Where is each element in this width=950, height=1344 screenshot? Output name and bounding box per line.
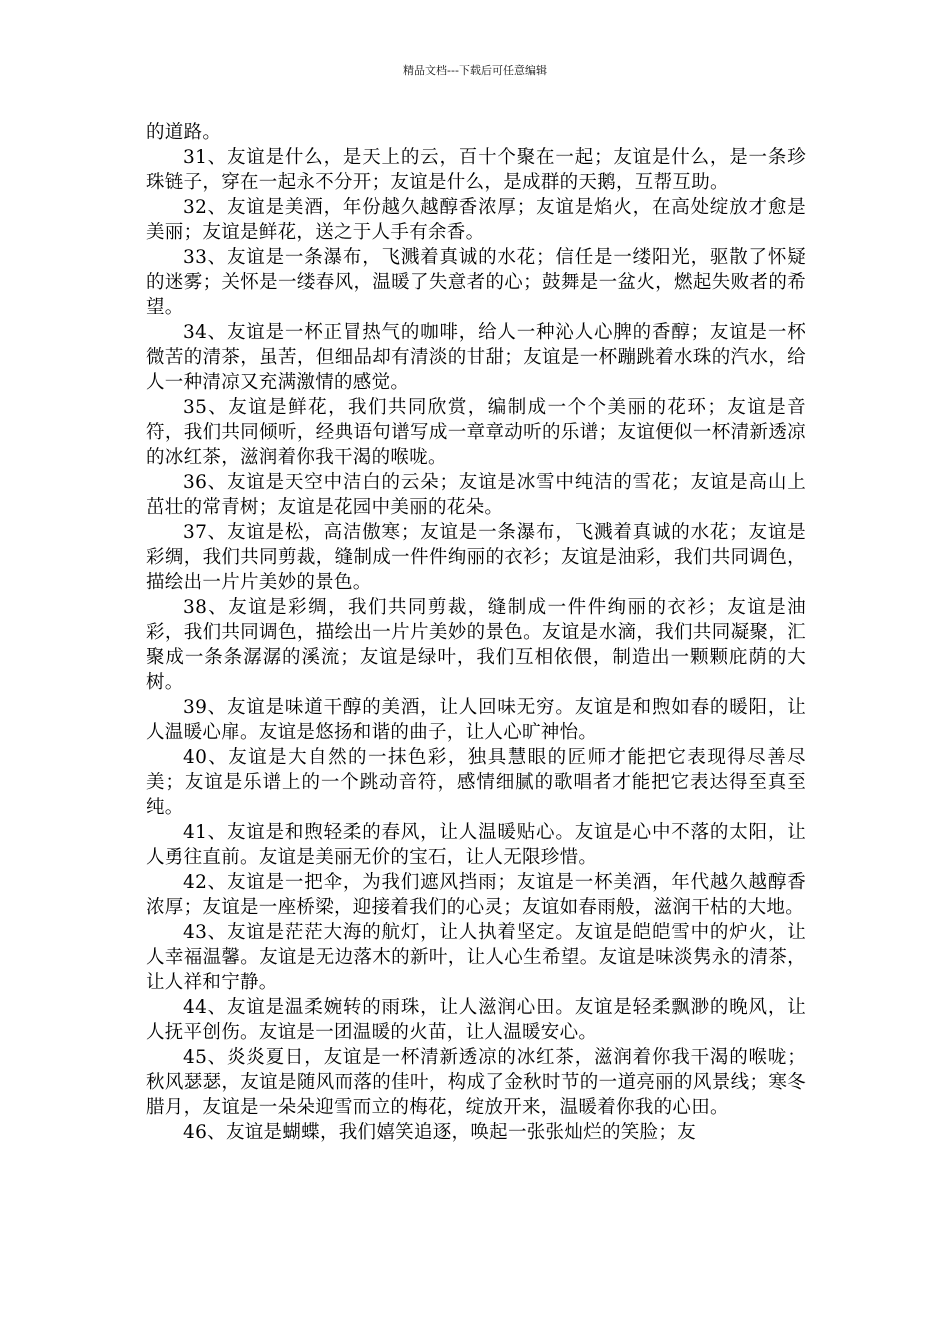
paragraph-36: 36、友谊是天空中洁白的云朵；友谊是冰雪中纯洁的雪花；友谊是高山上茁壮的常青树；友谊是花园中美丽的花朵。 bbox=[146, 472, 806, 518]
page-header: 精品文档---下载后可任意编辑 bbox=[403, 64, 547, 77]
document-body bbox=[146, 120, 806, 1145]
paragraph-38: 38、友谊是彩绸，我们共同剪裁，缝制成一件件绚丽的衣衫；友谊是油彩，我们共同调色，描绘出一片片美妙的景色。友谊是水滴，我们共同凝聚，汇聚成一条条潺潺的溪流；友谊是绿叶，我们互相依偎，制造出一颗颗庇荫的大树。 bbox=[146, 597, 806, 693]
paragraph-41: 41、友谊是和煦轻柔的春风，让人温暖贴心。友谊是心中不落的太阳，让人勇往直前。友谊是美丽无价的宝石，让人无限珍惜。 bbox=[146, 822, 806, 868]
paragraph-39: 39、友谊是味道干醇的美酒，让人回味无穷。友谊是和煦如春的暖阳，让人温暖心扉。友谊是悠扬和谐的曲子，让人心旷神怡。 bbox=[146, 697, 806, 743]
paragraph-33: 33、友谊是一条瀑布，飞溅着真诚的水花；信任是一缕阳光，驱散了怀疑的迷雾；关怀是一缕春风，温暖了失意者的心；鼓舞是一盆火，燃起失败者的希望。 bbox=[146, 247, 806, 318]
paragraph-37: 37、友谊是松，高洁傲寒；友谊是一条瀑布，飞溅着真诚的水花；友谊是彩绸，我们共同剪裁，缝制成一件件绚丽的衣衫；友谊是油彩，我们共同调色，描绘出一片片美妙的景色。 bbox=[146, 522, 806, 593]
paragraph-34: 34、友谊是一杯正冒热气的咖啡，给人一种沁人心脾的香醇；友谊是一杯微苦的清茶，虽苦，但细品却有清淡的甘甜；友谊是一杯蹦跳着水珠的汽水，给人一种清凉又充满激情的感觉。 bbox=[146, 322, 806, 393]
paragraph-continuation: 的道路。 bbox=[146, 122, 222, 143]
paragraph-42: 42、友谊是一把伞，为我们遮风挡雨；友谊是一杯美酒，年代越久越醇香浓厚；友谊是一座桥梁，迎接着我们的心灵；友谊如春雨般，滋润干枯的大地。 bbox=[146, 872, 806, 918]
paragraph-35: 35、友谊是鲜花，我们共同欣赏，编制成一个个美丽的花环；友谊是音符，我们共同倾听，经典语句谱写成一章章动听的乐谱；友谊便似一杯清新透凉的冰红茶，滋润着你我干渴的喉咙。 bbox=[146, 397, 806, 468]
paragraph-40: 40、友谊是大自然的一抹色彩，独具慧眼的匠师才能把它表现得尽善尽美；友谊是乐谱上的一个跳动音符，感情细腻的歌唱者才能把它表达得至真至纯。 bbox=[146, 747, 806, 818]
paragraph-46: 46、友谊是蝴蝶，我们嬉笑追逐，唤起一张张灿烂的笑脸；友 bbox=[183, 1122, 696, 1143]
paragraph-44: 44、友谊是温柔婉转的雨珠，让人滋润心田。友谊是轻柔飘渺的晚风，让人抚平创伤。友谊是一团温暖的火苗，让人温暖安心。 bbox=[146, 997, 806, 1043]
paragraph-31: 31、友谊是什么，是天上的云，百十个聚在一起；友谊是什么，是一条珍珠链子，穿在一起永不分开；友谊是什么，是成群的天鹅，互帮互助。 bbox=[146, 147, 806, 193]
paragraph-32: 32、友谊是美酒，年份越久越醇香浓厚；友谊是焰火，在高处绽放才愈是美丽；友谊是鲜花，送之于人手有余香。 bbox=[146, 197, 806, 243]
paragraph-43: 43、友谊是茫茫大海的航灯，让人执着坚定。友谊是皑皑雪中的炉火，让人幸福温馨。友谊是无边落木的新叶，让人心生希望。友谊是味淡隽永的清茶，让人祥和宁静。 bbox=[146, 922, 806, 993]
paragraph-45: 45、炎炎夏日，友谊是一杯清新透凉的冰红茶，滋润着你我干渴的喉咙；秋风瑟瑟，友谊是随风而落的佳叶，构成了金秋时节的一道亮丽的风景线；寒冬腊月，友谊是一朵朵迎雪而立的梅花，绽放开来，温暖着你我的心田。 bbox=[146, 1047, 806, 1118]
